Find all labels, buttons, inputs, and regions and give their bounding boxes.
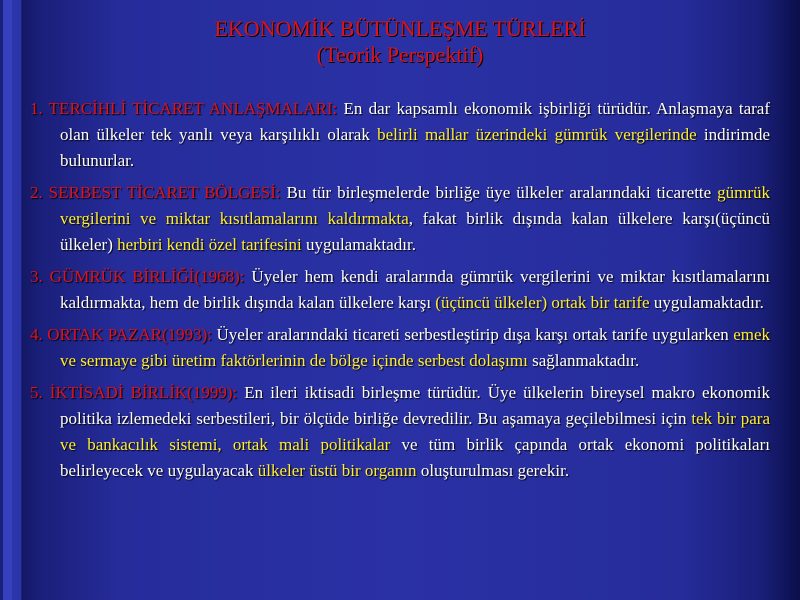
item-text: sağlanmaktadır.	[527, 351, 640, 370]
item-text: Üyeler aralarındaki ticareti serbestleştirip dışa karşı ortak tarife uygularken	[212, 325, 734, 344]
slide-title-main: EKONOMİK BÜTÜNLEŞME TÜRLERİ	[214, 16, 586, 41]
item-highlight: tek bir para ve bankacılık sistemi, ortak mali politikalar	[60, 409, 770, 454]
item-heading: 3. GÜMRÜK BİRLİĞİ(1968):	[30, 267, 245, 286]
item-highlight: (üçüncü ülkeler) ortak bir tarife	[435, 293, 650, 312]
item-text: ve tüm birlik çapında ortak ekonomi politikaları belirleyecek ve uygulayacak	[60, 435, 770, 480]
item-heading: 1. TERCİHLİ TİCARET ANLAŞMALARI:	[30, 99, 338, 118]
slide-content	[30, 96, 770, 490]
item-highlight: ülkeler üstü bir organın	[257, 461, 417, 480]
item-text: En dar kapsamlı ekonomik işbirliği türüdür. Anlaşmaya taraf olan ülkeler tek yanlı veya karşılıklı olarak	[60, 99, 770, 144]
item-text: indirimde bulunurlar.	[60, 125, 770, 170]
item-text: En ileri iktisadi birleşme türüdür. Üye ülkelerin bireysel makro ekonomik politika izlemedeki serbestileri, bir ölçüde birliğe devredilir. Bu aşamaya geçilebilmesi için	[60, 383, 771, 428]
item-text: , fakat birlik dışında kalan ülkelere karşı(üçüncü ülkeler)	[60, 209, 770, 254]
list-item-5	[30, 380, 770, 484]
slide-title-sub: (Teorik Perspektif)	[316, 42, 484, 67]
list-item-2	[30, 180, 770, 258]
slide-title	[0, 16, 800, 68]
item-heading: 4. ORTAK PAZAR(1993):	[30, 325, 213, 344]
item-highlight: emek ve sermaye gibi üretim faktörlerinin de bölge içinde serbest dolaşımı	[60, 325, 771, 370]
decorative-side-pattern-inner	[10, 0, 22, 600]
item-highlight: belirli mallar üzerindeki gümrük vergilerinde	[377, 125, 697, 144]
item-text: Üyeler hem kendi aralarında gümrük vergilerini ve miktar kısıtlamalarını kaldırmakta, hem de birlik dışında kalan ülkelere karşı	[60, 267, 770, 312]
list-item-3	[30, 264, 770, 316]
item-text: oluşturulması gerekir.	[416, 461, 570, 480]
item-heading: 2. SERBEST TİCARET BÖLGESİ:	[30, 183, 281, 202]
item-text: uygulamaktadır.	[301, 235, 416, 254]
list-item-1	[30, 96, 770, 174]
item-text: Bu tür birleşmelerde birliğe üye ülkeler aralarındaki ticarette	[280, 183, 718, 202]
item-highlight: gümrük vergilerini ve miktar kısıtlamalarını kaldırmakta	[60, 183, 770, 228]
item-highlight: herbiri kendi özel tarifesini	[117, 235, 302, 254]
item-heading: 5. İKTİSADİ BİRLİK(1999):	[30, 383, 238, 402]
item-text: uygulamaktadır.	[649, 293, 764, 312]
list-item-4	[30, 322, 770, 374]
